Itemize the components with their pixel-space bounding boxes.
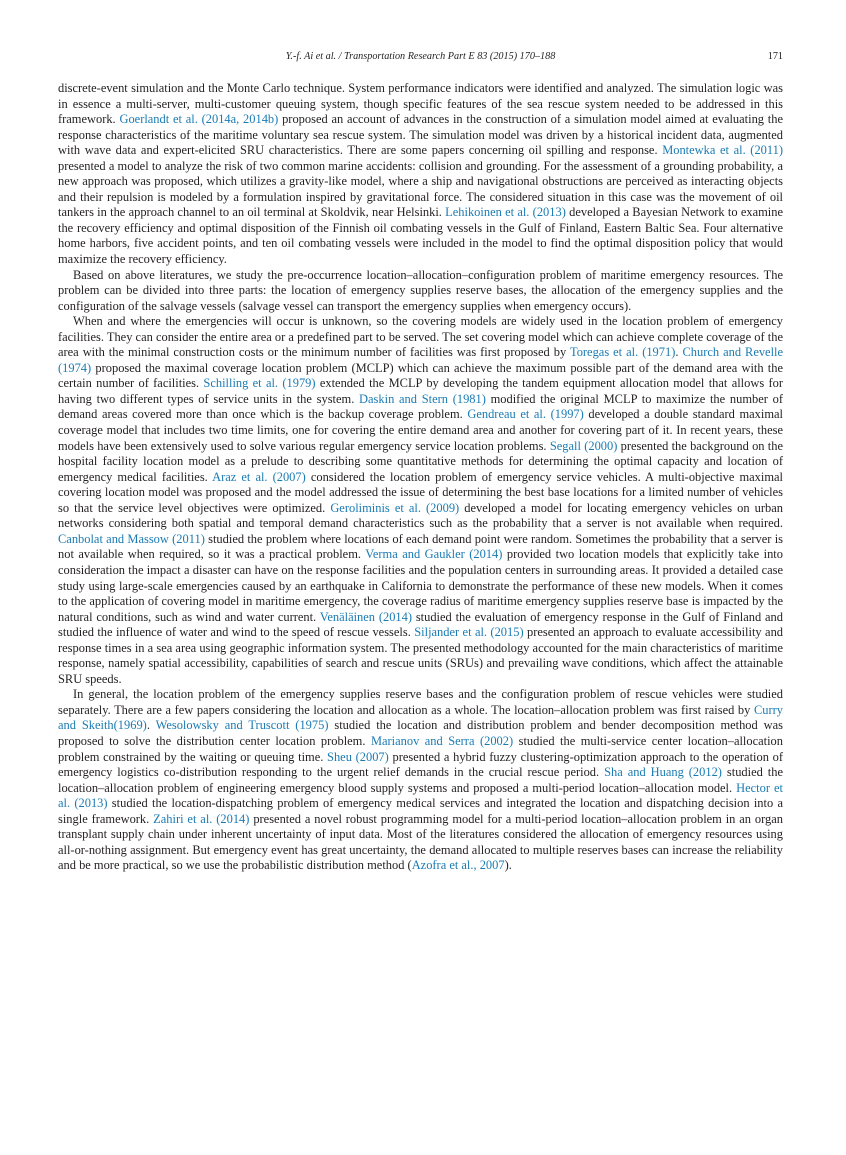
paragraph-text: studied the multi-service center location–allocation problem constrained by the waiting or queuing time. bbox=[58, 733, 783, 764]
citation-link[interactable]: Marianov and Serra (2002) bbox=[370, 733, 514, 748]
citation-link[interactable]: Zahiri et al. (2014) bbox=[153, 811, 250, 826]
paragraph-text: presented a model to analyze the risk of two common marine accidents: collision and grounding. For the assessment of a grounding probability, a new approach was proposed, which utilizes a gravity-like model, where a ship and navigational obstructions are perceived as interacting objects and their repulsion is modeled by a formulation inspired by gravitational force. The considered situation in this case was the movement of oil tankers in the approach channel to an oil terminal at Skoldvik, near Helsinki. bbox=[58, 158, 783, 220]
paragraph-text: Based on above literatures, we study the pre-occurrence location–allocation–configuration problem of maritime emergency resources. The problem can be divided into three parts: the location of emergency supplies reserve bases, the allocation of the emergency supplies and the configuration of the salvage vessels (salvage vessel can transport the emergency supplies when emergency occurs). bbox=[58, 267, 783, 313]
paragraph-text: presented a novel robust programming model for a multi-period location–allocation problem in an organ transplant supply chain under inherent uncertainty of input data. Most of the literatures considered the allocation of emergency resources using all-or-nothing assignment. But emergency event has great uncertainty, the demand allocated to multiple reserves bases can increase the reliability and be more practical, so we use the probabilistic distribution method ( bbox=[58, 811, 784, 873]
citation-link[interactable]: Daskin and Stern (1981) bbox=[359, 391, 486, 406]
paragraph-text: . bbox=[146, 718, 156, 733]
citation-link[interactable]: Hector et al. (2013) bbox=[58, 780, 783, 811]
paragraph-text: developed a model for locating emergency vehicles on urban networks considering both spatial and temporal demand characteristics such as the probability that a server is not available when required. bbox=[58, 500, 783, 531]
paragraph-text: When and where the emergencies will occur is unknown, so the covering models are widely used in the location problem of emergency facilities. They can consider the entire area or a predefined part to be served. The set covering model which can achieve complete coverage of the area with the minimal construction costs or the minimum number of facilities was first proposed by bbox=[58, 314, 783, 360]
citation-link[interactable]: Verma and Gaukler (2014) bbox=[365, 547, 503, 562]
citation-link[interactable]: Canbolat and Massow (2011) bbox=[58, 531, 205, 546]
citation-link[interactable]: Wesolowsky and Truscott (1975) bbox=[155, 718, 329, 733]
paragraph-text: studied the location and distribution problem and bender decomposition method was proposed to solve the distribution center location problem. bbox=[58, 718, 783, 748]
paragraph-text: developed a double standard maximal coverage model that includes two time limits, one for covering the entire demand area and another for covering part of it. In recent years, these models have been extensively used to solve various regular emergency service location problems. bbox=[58, 407, 783, 453]
citation-link[interactable]: Schilling et al. (1979) bbox=[203, 376, 316, 391]
paragraph-text: studied the evaluation of emergency response in the Gulf of Finland and studied the influence of water and wind to the speed of rescue vessels. bbox=[58, 609, 783, 640]
paragraph-text: developed a Bayesian Network to examine the recovery efficiency and optimal disposition of the Finnish oil combating vessels in the Gulf of Finland, Eastern Baltic Sea. Four alternative home harbors, five accident points, and ten oil combating vessels were included in the model to find the optimal disposition policy that would maximize the recovery efficiency. bbox=[58, 205, 783, 267]
citation-link[interactable]: Curry and Skeith(1969) bbox=[58, 702, 783, 733]
paragraph-text: presented the background on the hospital facility location model as a prelude to describing some quantitative methods for determining the optimal capacity and location of emergency medical facilities. bbox=[58, 438, 784, 484]
paragraph-text: In general, the location problem of the emergency supplies reserve bases and the configuration problem of rescue vehicles were studied separately. There are a few papers considering the location and allocation as a whole. The location–allocation problem was first raised by bbox=[58, 687, 783, 717]
paragraph-text: presented an approach to evaluate accessibility and response times in a sea area using geographic information system. The presented methodology accounted for the main characteristics of maritime response, namely spatial accessibility, capabilities of search and rescue units (SRUs) and prevailing wave conditions, which affect the attainable SRU speeds. bbox=[58, 625, 784, 686]
paragraph-text: studied the problem where locations of each demand point were random. Sometimes the probability that a server is not available when required, so it was a practical problem. bbox=[58, 531, 783, 562]
citation-link[interactable]: Azofra et al., 2007 bbox=[411, 858, 505, 873]
citation-link[interactable]: Church and Revelle (1974) bbox=[58, 345, 784, 375]
citation-link[interactable]: Sheu (2007) bbox=[327, 749, 389, 764]
citation-link[interactable]: Montewka et al. (2011) bbox=[662, 143, 784, 158]
paragraph-text: modified the original MCLP to maximize the number of demand areas covered more than once which is the backup coverage problem. bbox=[58, 391, 783, 422]
citation-link[interactable]: Goerlandt et al. (2014a, 2014b) bbox=[119, 112, 279, 127]
paragraph-text: . bbox=[675, 345, 683, 360]
citation-link[interactable]: Venäläinen (2014) bbox=[319, 609, 412, 624]
paragraph-text: discrete-event simulation and the Monte Carlo technique. System performance indicators were identified and analyzed. The simulation logic was in essence a multi-server, multi-customer queuing system, though specific features of the sea rescue system needed to be addressed in this framework. bbox=[58, 81, 783, 127]
page-number: 171 bbox=[767, 51, 783, 62]
paragraph-text: studied the location–allocation problem of engineering emergency blood supply systems and proposed a multi-period location–allocation model. bbox=[58, 765, 783, 795]
paragraph-text: extended the MCLP by developing the tandem equipment allocation model that allows for having two different types of service units in the system. bbox=[58, 376, 783, 406]
paragraph-text: provided two location models that explicitly take into consideration the impact a disaster can have on the response facilities and the population centers in surrounding areas. It provided a detailed case study using large-scale emergencies caused by an earthquake in California to demonstrate the performance of these new models. When it comes to the application of covering model in maritime emergency, the coverage radius of maritime emergency supplies reserve base is impacted by the natural conditions, such as wind and water current. bbox=[58, 547, 783, 624]
paragraph-text: proposed the maximal coverage location problem (MCLP) which can achieve the maximum possible part of the demand area with the certain number of facilities. bbox=[58, 360, 783, 391]
citation-link[interactable]: Siljander et al. (2015) bbox=[414, 625, 524, 640]
page-header bbox=[58, 51, 783, 67]
citation-link[interactable]: Geroliminis et al. (2009) bbox=[330, 500, 460, 515]
citation-link[interactable]: Toregas et al. (1971) bbox=[569, 345, 676, 360]
body-paragraph bbox=[58, 81, 783, 268]
citation-link[interactable]: Araz et al. (2007) bbox=[212, 469, 306, 484]
paragraph-text: presented a hybrid fuzzy clustering-optimization approach to the operation of emergency logistics co-distribution responding to the urgent relief demands in the crucial rescue period. bbox=[58, 749, 783, 780]
citation-link[interactable]: Gendreau et al. (1997) bbox=[467, 407, 584, 422]
citation-link[interactable]: Segall (2000) bbox=[549, 438, 618, 453]
body-paragraph bbox=[58, 687, 783, 874]
citation-link[interactable]: Sha and Huang (2012) bbox=[604, 765, 722, 780]
paragraph-text: considered the location problem of emergency service vehicles. A multi-objective maximal covering location model was proposed and the model addressed the issue of determining the best base locations for a limited number of vehicles so that the service level objectives were optimized. bbox=[58, 469, 784, 515]
article-body bbox=[58, 81, 783, 874]
body-paragraph bbox=[58, 314, 783, 687]
paragraph-text: ). bbox=[504, 858, 512, 873]
paragraph-text: proposed an account of advances in the construction of a simulation model aimed at evaluating the response characteristics of the maritime voluntary sea rescue system. The simulation model was driven by a historical incident data, augmented with wave data and expert-elicited SRU characteristics. There are some papers concerning oil spilling and response. bbox=[58, 112, 783, 158]
paragraph-text: studied the location-dispatching problem of emergency medical services and integrated the location and dispatching decision into a single framework. bbox=[58, 796, 783, 826]
running-head: Y.-f. Ai et al. / Transportation Research Part E 83 (2015) 170–188 bbox=[285, 51, 556, 62]
body-paragraph bbox=[58, 268, 783, 315]
citation-link[interactable]: Lehikoinen et al. (2013) bbox=[445, 205, 566, 220]
